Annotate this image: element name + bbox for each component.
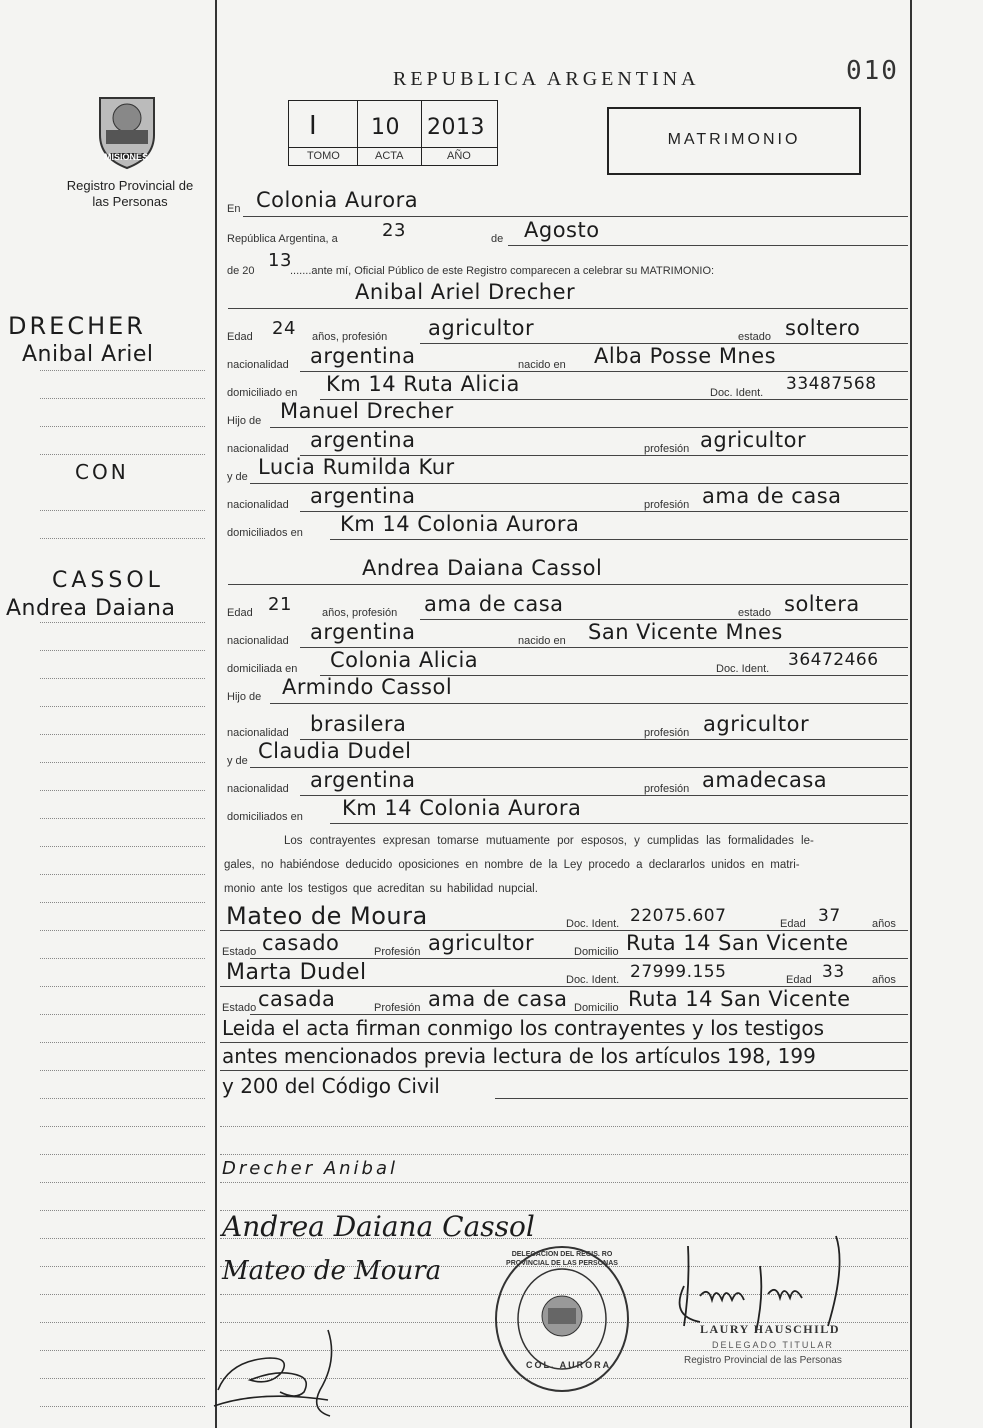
bride-mother: Claudia Dudel bbox=[258, 739, 412, 763]
con-margin: CON bbox=[75, 460, 129, 484]
witness-2-anos-label: años bbox=[872, 974, 896, 986]
bride-domicile: Colonia Alicia bbox=[330, 648, 479, 672]
acta-label: ACTA bbox=[375, 150, 404, 162]
bride-age: 21 bbox=[268, 594, 292, 615]
declaration-line-1: Los contrayentes expresan tomarse mutuamente por esposos, y cumplidas las formalidades le- bbox=[284, 835, 814, 847]
groom-father-nationality: argentina bbox=[310, 428, 416, 452]
groom-doc: 33487568 bbox=[786, 374, 877, 394]
groom-yde-label: y de bbox=[227, 471, 248, 483]
groom-edad-label: Edad bbox=[227, 331, 253, 343]
groom-doc-label: Doc. Ident. bbox=[710, 387, 764, 399]
closing-line-3: y 200 del Código Civil bbox=[222, 1074, 440, 1098]
groom-father-nac-label: nacionalidad bbox=[227, 443, 289, 455]
bride-father: Armindo Cassol bbox=[282, 675, 453, 699]
witness-2-status: casada bbox=[258, 987, 336, 1011]
official-signature bbox=[660, 1226, 880, 1336]
bride-yde-label: y de bbox=[227, 755, 248, 767]
anio-label: AÑO bbox=[447, 150, 471, 162]
groom-domiciliado-label: domiciliado en bbox=[227, 387, 298, 399]
groom-birthplace: Alba Posse Mnes bbox=[594, 344, 777, 368]
bride-hijo-label: Hijo de bbox=[227, 691, 262, 703]
groom-anos-profesion-label: años, profesión bbox=[312, 331, 388, 343]
groom-mother-profession: ama de casa bbox=[702, 484, 842, 508]
bride-father-profession: agricultor bbox=[703, 712, 810, 736]
place-value: Colonia Aurora bbox=[256, 188, 419, 212]
groom-domiciliados-label: domiciliados en bbox=[227, 527, 303, 539]
witness-1-domicile: Ruta 14 San Vicente bbox=[626, 931, 849, 955]
witness-2-profesion-label: Profesión bbox=[374, 1002, 421, 1014]
month-value: Agosto bbox=[524, 218, 600, 242]
en-label: En bbox=[227, 203, 241, 215]
closing-line-2: antes mencionados previa lectura de los artículos 198, 199 bbox=[222, 1044, 816, 1068]
witness-2-edad-label: Edad bbox=[786, 974, 812, 986]
groom-status: soltero bbox=[785, 316, 861, 340]
page-number: 010 bbox=[846, 56, 899, 86]
right-border-line bbox=[910, 0, 912, 1428]
bride-mother-nationality: argentina bbox=[310, 768, 416, 792]
bride-domiciliados-label: domiciliados en bbox=[227, 811, 303, 823]
witness-1-doc-label: Doc. Ident. bbox=[566, 918, 620, 930]
groom-mother-prof-label: profesión bbox=[644, 499, 690, 511]
witness-2-domicile: Ruta 14 San Vicente bbox=[628, 987, 851, 1011]
witness-2-name: Marta Dudel bbox=[226, 960, 367, 985]
declaration-line-2: gales, no habiéndose deducido oposiciones en nombre de la Ley procedo a declararlos unidos en matri- bbox=[224, 859, 800, 871]
bride-nacido-label: nacido en bbox=[518, 635, 566, 647]
groom-father-profession: agricultor bbox=[700, 428, 807, 452]
witness-2-domicilio-label: Domicilio bbox=[574, 1002, 619, 1014]
bride-parents-domicile: Km 14 Colonia Aurora bbox=[342, 796, 582, 820]
groom-father-prof-label: profesión bbox=[644, 443, 690, 455]
year-prefix: de 20 bbox=[227, 265, 255, 277]
tomo-value: I bbox=[309, 111, 318, 141]
witness-1-edad-label: Edad bbox=[780, 918, 806, 930]
witness-2-profession: ama de casa bbox=[428, 987, 568, 1011]
logo-text: MISIONES bbox=[104, 152, 149, 162]
bride-mother-profession: amadecasa bbox=[702, 768, 828, 792]
bride-edad-label: Edad bbox=[227, 607, 253, 619]
republica-label: República Argentina, a bbox=[227, 233, 338, 245]
witness-1-age: 37 bbox=[818, 906, 841, 926]
groom-parents-domicile: Km 14 Colonia Aurora bbox=[340, 512, 580, 536]
seal-bottom-text: COL. AURORA bbox=[526, 1360, 612, 1370]
left-margin-line bbox=[215, 0, 217, 1428]
bride-anos-profesion-label: años, profesión bbox=[322, 607, 398, 619]
witness-1-anos-label: años bbox=[872, 918, 896, 930]
groom-hijo-label: Hijo de bbox=[227, 415, 262, 427]
groom-nacido-label: nacido en bbox=[518, 359, 566, 371]
groom-name: Anibal Ariel Drecher bbox=[355, 280, 576, 304]
bride-names-margin: Andrea Daiana bbox=[6, 596, 176, 621]
witness-2-doc-label: Doc. Ident. bbox=[566, 974, 620, 986]
witness-2-doc: 27999.155 bbox=[630, 962, 727, 982]
groom-age: 24 bbox=[272, 318, 296, 339]
de-label: de bbox=[491, 233, 504, 245]
groom-nationality: argentina bbox=[310, 344, 416, 368]
year-text: .......ante mí, Oficial Público de este Registro comparecen a celebrar su MATRIMONIO: bbox=[290, 265, 715, 277]
record-type-box bbox=[607, 107, 861, 175]
day-value: 23 bbox=[382, 220, 406, 241]
bride-status: soltera bbox=[784, 592, 860, 616]
tomo-acta-anio-box bbox=[288, 100, 498, 166]
anio-value: 2013 bbox=[427, 115, 485, 140]
witness-2-age: 33 bbox=[822, 962, 845, 982]
witness-1-doc: 22075.607 bbox=[630, 906, 727, 926]
year-suffix: 13 bbox=[268, 250, 292, 271]
seal-ring-text: DELEGACION DEL REGIS. RO PROVINCIAL DE LAS PERSONAS bbox=[506, 1251, 618, 1267]
bride-mother-prof-label: profesión bbox=[644, 783, 690, 795]
witness-1-status: casado bbox=[262, 931, 340, 955]
stamp-title: DELEGADO TITULAR bbox=[712, 1340, 834, 1350]
witness-1-profesion-label: Profesión bbox=[374, 946, 421, 958]
groom-mother-nac-label: nacionalidad bbox=[227, 499, 289, 511]
bride-surname-margin: CASSOL bbox=[52, 568, 164, 593]
witness-1-profession: agricultor bbox=[428, 931, 535, 955]
bride-nationality: argentina bbox=[310, 620, 416, 644]
groom-profession: agricultor bbox=[428, 316, 535, 340]
country-title: REPUBLICA ARGENTINA bbox=[393, 68, 700, 90]
bride-father-nationality: brasilera bbox=[310, 712, 407, 736]
bride-profession: ama de casa bbox=[424, 592, 564, 616]
bride-estado-label: estado bbox=[738, 607, 772, 619]
groom-father: Manuel Drecher bbox=[280, 399, 454, 423]
witness-1-estado-label: Estado bbox=[222, 946, 257, 958]
bride-father-prof-label: profesión bbox=[644, 727, 690, 739]
witness-1-domicilio-label: Domicilio bbox=[574, 946, 619, 958]
declaration-line-3: monio ante los testigos que acreditan su habilidad nupcial. bbox=[224, 883, 538, 895]
groom-surname-margin: DRECHER bbox=[8, 312, 146, 340]
registry-name: Registro Provincial de las Personas bbox=[66, 178, 194, 209]
groom-nacionalidad-label: nacionalidad bbox=[227, 359, 289, 371]
groom-names-margin: Anibal Ariel bbox=[22, 342, 154, 367]
officiant-scribble-signature bbox=[210, 1320, 350, 1420]
tomo-label: TOMO bbox=[307, 150, 340, 162]
groom-mother-nationality: argentina bbox=[310, 484, 416, 508]
witness-2-estado-label: Estado bbox=[222, 1002, 257, 1014]
acta-value: 10 bbox=[371, 115, 400, 140]
bride-doc: 36472466 bbox=[788, 650, 879, 670]
closing-line-1: Leida el acta firman conmigo los contrayentes y los testigos bbox=[222, 1016, 824, 1040]
groom-mother: Lucia Rumilda Kur bbox=[258, 455, 455, 479]
bride-doc-label: Doc. Ident. bbox=[716, 663, 770, 675]
bride-nacionalidad-label: nacionalidad bbox=[227, 635, 289, 647]
bride-father-nac-label: nacionalidad bbox=[227, 727, 289, 739]
groom-estado-label: estado bbox=[738, 331, 772, 343]
bride-name: Andrea Daiana Cassol bbox=[362, 556, 603, 580]
stamp-office: Registro Provincial de las Personas bbox=[684, 1355, 842, 1366]
groom-domicile: Km 14 Ruta Alicia bbox=[326, 372, 520, 396]
witness-signature: Mateo de Moura bbox=[222, 1256, 442, 1286]
record-type: MATRIMONIO bbox=[667, 131, 801, 148]
bride-domiciliada-label: domiciliada en bbox=[227, 663, 298, 675]
groom-signature: Drecher Anibal bbox=[222, 1158, 399, 1179]
stamp-name: LAURY HAUSCHILD bbox=[700, 1322, 840, 1336]
bride-signature: Andrea Daiana Cassol bbox=[222, 1210, 535, 1243]
witness-1-name: Mateo de Moura bbox=[226, 902, 428, 930]
bride-birthplace: San Vicente Mnes bbox=[588, 620, 783, 644]
bride-mother-nac-label: nacionalidad bbox=[227, 783, 289, 795]
